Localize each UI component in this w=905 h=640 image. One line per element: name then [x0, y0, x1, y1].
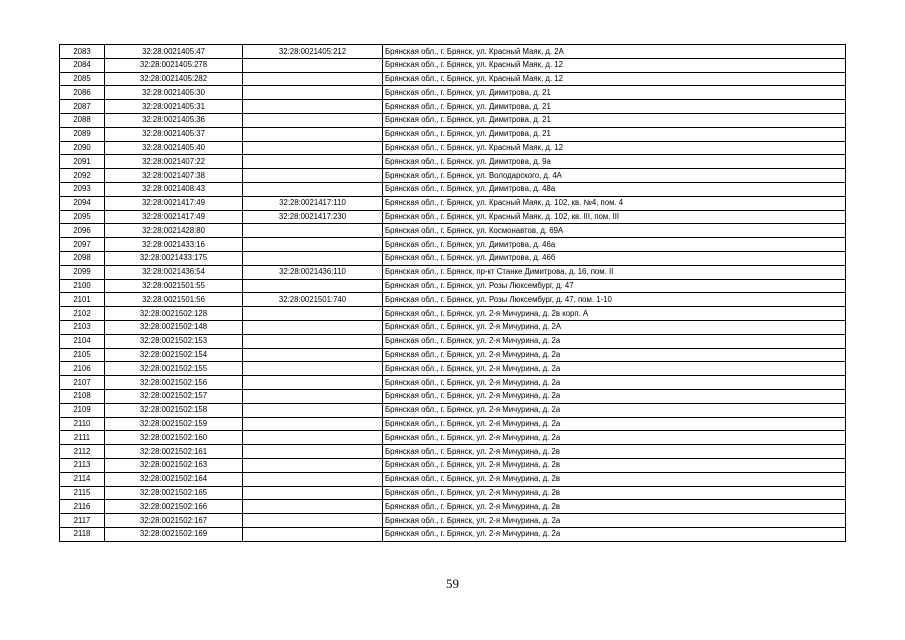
- table-row: [60, 514, 846, 528]
- related-cadastral-number-cell: [243, 279, 383, 293]
- related-cadastral-number-cell: [243, 155, 383, 169]
- table-row: [60, 265, 846, 279]
- address-cell: Брянская обл., г. Брянск, ул. Димитрова, д. 21: [383, 127, 846, 141]
- related-cadastral-number-cell: [243, 251, 383, 265]
- cadastral-number-cell: 32:28:0021502:160: [105, 431, 243, 445]
- related-cadastral-number-cell: [243, 113, 383, 127]
- address-cell: Брянская обл., г. Брянск, ул. 2-я Мичурина, д. 2в: [383, 500, 846, 514]
- table-row: [60, 376, 846, 390]
- table-row: [60, 182, 846, 196]
- related-cadastral-number-cell: [243, 238, 383, 252]
- address-cell: Брянская обл., г. Брянск, ул. Димитрова, д. 21: [383, 86, 846, 100]
- table-row: [60, 431, 846, 445]
- address-cell: Брянская обл., г. Брянск, пр-кт Станке Димитрова, д. 16, пом. II: [383, 265, 846, 279]
- address-cell: Брянская обл., г. Брянск, ул. Красный Маяк, д. 12: [383, 72, 846, 86]
- table-row: [60, 417, 846, 431]
- table-row: [60, 238, 846, 252]
- row-number-cell: 2111: [60, 431, 105, 445]
- related-cadastral-number-cell: 32:28:0021417:110: [243, 196, 383, 210]
- table-row: [60, 458, 846, 472]
- address-cell: Брянская обл., г. Брянск, ул. 2-я Мичурина, д. 2в: [383, 486, 846, 500]
- cadastral-number-cell: 32:28:0021433:16: [105, 238, 243, 252]
- row-number-cell: 2116: [60, 500, 105, 514]
- cadastral-number-cell: 32:28:0021502:163: [105, 458, 243, 472]
- related-cadastral-number-cell: [243, 127, 383, 141]
- table-row: [60, 58, 846, 72]
- cadastral-number-cell: 32:28:0021502:157: [105, 389, 243, 403]
- row-number-cell: 2083: [60, 45, 105, 59]
- row-number-cell: 2113: [60, 458, 105, 472]
- row-number-cell: 2104: [60, 334, 105, 348]
- row-number-cell: 2109: [60, 403, 105, 417]
- cadastral-number-cell: 32:28:0021502:164: [105, 472, 243, 486]
- related-cadastral-number-cell: [243, 486, 383, 500]
- row-number-cell: 2118: [60, 527, 105, 541]
- cadastral-number-cell: 32:28:0021502:154: [105, 348, 243, 362]
- table-row: [60, 279, 846, 293]
- related-cadastral-number-cell: [243, 224, 383, 238]
- cadastral-number-cell: 32:28:0021501:55: [105, 279, 243, 293]
- address-cell: Брянская обл., г. Брянск, ул. 2-я Мичурина, д. 2а: [383, 431, 846, 445]
- table-row: [60, 293, 846, 307]
- related-cadastral-number-cell: [243, 100, 383, 114]
- related-cadastral-number-cell: 32:28:0021405:212: [243, 45, 383, 59]
- cadastral-number-cell: 32:28:0021502:165: [105, 486, 243, 500]
- related-cadastral-number-cell: [243, 389, 383, 403]
- address-cell: Брянская обл., г. Брянск, ул. Димитрова, д. 48а: [383, 182, 846, 196]
- cadastral-number-cell: 32:28:0021502:161: [105, 445, 243, 459]
- address-cell: Брянская обл., г. Брянск, ул. 2-я Мичурина, д. 2а: [383, 417, 846, 431]
- cadastral-number-cell: 32:28:0021407:22: [105, 155, 243, 169]
- row-number-cell: 2102: [60, 307, 105, 321]
- address-cell: Брянская обл., г. Брянск, ул. Красный Маяк, д. 2А: [383, 45, 846, 59]
- address-cell: Брянская обл., г. Брянск, ул. Розы Люксембург, д. 47, пом. 1-10: [383, 293, 846, 307]
- table-row: [60, 362, 846, 376]
- related-cadastral-number-cell: 32:28:0021417:230: [243, 210, 383, 224]
- cadastral-number-cell: 32:28:0021405:278: [105, 58, 243, 72]
- address-cell: Брянская обл., г. Брянск, ул. Космонавтов, д. 69А: [383, 224, 846, 238]
- table-row: [60, 224, 846, 238]
- row-number-cell: 2088: [60, 113, 105, 127]
- row-number-cell: 2115: [60, 486, 105, 500]
- cadastral-number-cell: 32:28:0021502:159: [105, 417, 243, 431]
- address-cell: Брянская обл., г. Брянск, ул. Димитрова, д. 9а: [383, 155, 846, 169]
- related-cadastral-number-cell: [243, 307, 383, 321]
- related-cadastral-number-cell: [243, 445, 383, 459]
- cadastral-number-cell: 32:28:0021417:49: [105, 210, 243, 224]
- related-cadastral-number-cell: [243, 141, 383, 155]
- related-cadastral-number-cell: [243, 72, 383, 86]
- address-cell: Брянская обл., г. Брянск, ул. 2-я Мичурина, д. 2а: [383, 514, 846, 528]
- related-cadastral-number-cell: [243, 458, 383, 472]
- table-row: [60, 141, 846, 155]
- table-row: [60, 334, 846, 348]
- table-row: [60, 86, 846, 100]
- row-number-cell: 2099: [60, 265, 105, 279]
- table-row: [60, 100, 846, 114]
- row-number-cell: 2108: [60, 389, 105, 403]
- related-cadastral-number-cell: [243, 527, 383, 541]
- cadastral-number-cell: 32:28:0021502:128: [105, 307, 243, 321]
- table-row: [60, 72, 846, 86]
- cadastral-number-cell: 32:28:0021502:153: [105, 334, 243, 348]
- cadastral-number-cell: 32:28:0021502:167: [105, 514, 243, 528]
- cadastral-number-cell: 32:28:0021433:175: [105, 251, 243, 265]
- row-number-cell: 2092: [60, 169, 105, 183]
- related-cadastral-number-cell: [243, 86, 383, 100]
- related-cadastral-number-cell: [243, 403, 383, 417]
- cadastral-number-cell: 32:28:0021408:43: [105, 182, 243, 196]
- address-cell: Брянская обл., г. Брянск, ул. 2-я Мичурина, д. 2а: [383, 348, 846, 362]
- row-number-cell: 2106: [60, 362, 105, 376]
- related-cadastral-number-cell: [243, 58, 383, 72]
- table-row: [60, 445, 846, 459]
- address-cell: Брянская обл., г. Брянск, ул. 2-я Мичурина, д. 2а: [383, 389, 846, 403]
- registry-table-body: [60, 45, 846, 542]
- related-cadastral-number-cell: [243, 417, 383, 431]
- address-cell: Брянская обл., г. Брянск, ул. 2-я Мичурина, д. 2в корп. А: [383, 307, 846, 321]
- address-cell: Брянская обл., г. Брянск, ул. Димитрова, д. 21: [383, 100, 846, 114]
- address-cell: Брянская обл., г. Брянск, ул. 2-я Мичурина, д. 2в: [383, 445, 846, 459]
- address-cell: Брянская обл., г. Брянск, ул. 2-я Мичурина, д. 2а: [383, 403, 846, 417]
- cadastral-number-cell: 32:28:0021502:169: [105, 527, 243, 541]
- address-cell: Брянская обл., г. Брянск, ул. Розы Люксембург, д. 47: [383, 279, 846, 293]
- related-cadastral-number-cell: 32:28:0021501:740: [243, 293, 383, 307]
- table-row: [60, 472, 846, 486]
- address-cell: Брянская обл., г. Брянск, ул. Димитрова, д. 46б: [383, 251, 846, 265]
- table-row: [60, 500, 846, 514]
- related-cadastral-number-cell: 32:28:0021436:110: [243, 265, 383, 279]
- row-number-cell: 2087: [60, 100, 105, 114]
- address-cell: Брянская обл., г. Брянск, ул. 2-я Мичурина, д. 2а: [383, 362, 846, 376]
- related-cadastral-number-cell: [243, 362, 383, 376]
- address-cell: Брянская обл., г. Брянск, ул. 2-я Мичурина, д. 2а: [383, 376, 846, 390]
- row-number-cell: 2096: [60, 224, 105, 238]
- cadastral-number-cell: 32:28:0021405:30: [105, 86, 243, 100]
- related-cadastral-number-cell: [243, 348, 383, 362]
- table-row: [60, 389, 846, 403]
- cadastral-number-cell: 32:28:0021405:36: [105, 113, 243, 127]
- row-number-cell: 2110: [60, 417, 105, 431]
- row-number-cell: 2100: [60, 279, 105, 293]
- table-row: [60, 169, 846, 183]
- row-number-cell: 2089: [60, 127, 105, 141]
- cadastral-number-cell: 32:28:0021405:282: [105, 72, 243, 86]
- table-row: [60, 403, 846, 417]
- table-row: [60, 210, 846, 224]
- related-cadastral-number-cell: [243, 472, 383, 486]
- row-number-cell: 2093: [60, 182, 105, 196]
- address-cell: Брянская обл., г. Брянск, ул. 2-я Мичурина, д. 2а: [383, 334, 846, 348]
- table-row: [60, 127, 846, 141]
- row-number-cell: 2105: [60, 348, 105, 362]
- cadastral-number-cell: 32:28:0021436:54: [105, 265, 243, 279]
- address-cell: Брянская обл., г. Брянск, ул. Володарского, д. 4А: [383, 169, 846, 183]
- cadastral-number-cell: 32:28:0021407:38: [105, 169, 243, 183]
- related-cadastral-number-cell: [243, 376, 383, 390]
- row-number-cell: 2114: [60, 472, 105, 486]
- cadastral-number-cell: 32:28:0021502:158: [105, 403, 243, 417]
- table-row: [60, 348, 846, 362]
- page-number: 59: [446, 576, 459, 591]
- address-cell: Брянская обл., г. Брянск, ул. Красный Маяк, д. 102, кв. III, пом. III: [383, 210, 846, 224]
- row-number-cell: 2091: [60, 155, 105, 169]
- related-cadastral-number-cell: [243, 514, 383, 528]
- cadastral-number-cell: 32:28:0021417:49: [105, 196, 243, 210]
- table-row: [60, 527, 846, 541]
- table-row: [60, 251, 846, 265]
- address-cell: Брянская обл., г. Брянск, ул. Димитрова, д. 46а: [383, 238, 846, 252]
- table-row: [60, 113, 846, 127]
- row-number-cell: 2098: [60, 251, 105, 265]
- row-number-cell: 2084: [60, 58, 105, 72]
- address-cell: Брянская обл., г. Брянск, ул. Красный Маяк, д. 12: [383, 141, 846, 155]
- address-cell: Брянская обл., г. Брянск, ул. 2-я Мичурина, д. 2А: [383, 320, 846, 334]
- table-row: [60, 196, 846, 210]
- related-cadastral-number-cell: [243, 500, 383, 514]
- address-cell: Брянская обл., г. Брянск, ул. Димитрова, д. 21: [383, 113, 846, 127]
- related-cadastral-number-cell: [243, 182, 383, 196]
- row-number-cell: 2086: [60, 86, 105, 100]
- table-row: [60, 155, 846, 169]
- cadastral-number-cell: 32:28:0021405:40: [105, 141, 243, 155]
- cadastral-number-cell: 32:28:0021428:80: [105, 224, 243, 238]
- row-number-cell: 2107: [60, 376, 105, 390]
- related-cadastral-number-cell: [243, 320, 383, 334]
- row-number-cell: 2101: [60, 293, 105, 307]
- cadastral-number-cell: 32:28:0021502:166: [105, 500, 243, 514]
- cadastral-number-cell: 32:28:0021405:31: [105, 100, 243, 114]
- row-number-cell: 2117: [60, 514, 105, 528]
- related-cadastral-number-cell: [243, 334, 383, 348]
- cadastral-number-cell: 32:28:0021502:155: [105, 362, 243, 376]
- address-cell: Брянская обл., г. Брянск, ул. Красный Маяк, д. 102, кв. №4, пом. 4: [383, 196, 846, 210]
- address-cell: Брянская обл., г. Брянск, ул. Красный Маяк, д. 12: [383, 58, 846, 72]
- table-row: [60, 307, 846, 321]
- cadastral-number-cell: 32:28:0021501:56: [105, 293, 243, 307]
- registry-table: [59, 44, 846, 542]
- address-cell: Брянская обл., г. Брянск, ул. 2-я Мичурина, д. 2в: [383, 472, 846, 486]
- row-number-cell: 2090: [60, 141, 105, 155]
- row-number-cell: 2094: [60, 196, 105, 210]
- table-row: [60, 320, 846, 334]
- cadastral-number-cell: 32:28:0021502:156: [105, 376, 243, 390]
- table-row: [60, 45, 846, 59]
- row-number-cell: 2112: [60, 445, 105, 459]
- cadastral-number-cell: 32:28:0021405:37: [105, 127, 243, 141]
- related-cadastral-number-cell: [243, 431, 383, 445]
- related-cadastral-number-cell: [243, 169, 383, 183]
- cadastral-number-cell: 32:28:0021405:47: [105, 45, 243, 59]
- row-number-cell: 2097: [60, 238, 105, 252]
- row-number-cell: 2085: [60, 72, 105, 86]
- address-cell: Брянская обл., г. Брянск, ул. 2-я Мичурина, д. 2а: [383, 527, 846, 541]
- cadastral-number-cell: 32:28:0021502:148: [105, 320, 243, 334]
- row-number-cell: 2095: [60, 210, 105, 224]
- row-number-cell: 2103: [60, 320, 105, 334]
- address-cell: Брянская обл., г. Брянск, ул. 2-я Мичурина, д. 2в: [383, 458, 846, 472]
- table-row: [60, 486, 846, 500]
